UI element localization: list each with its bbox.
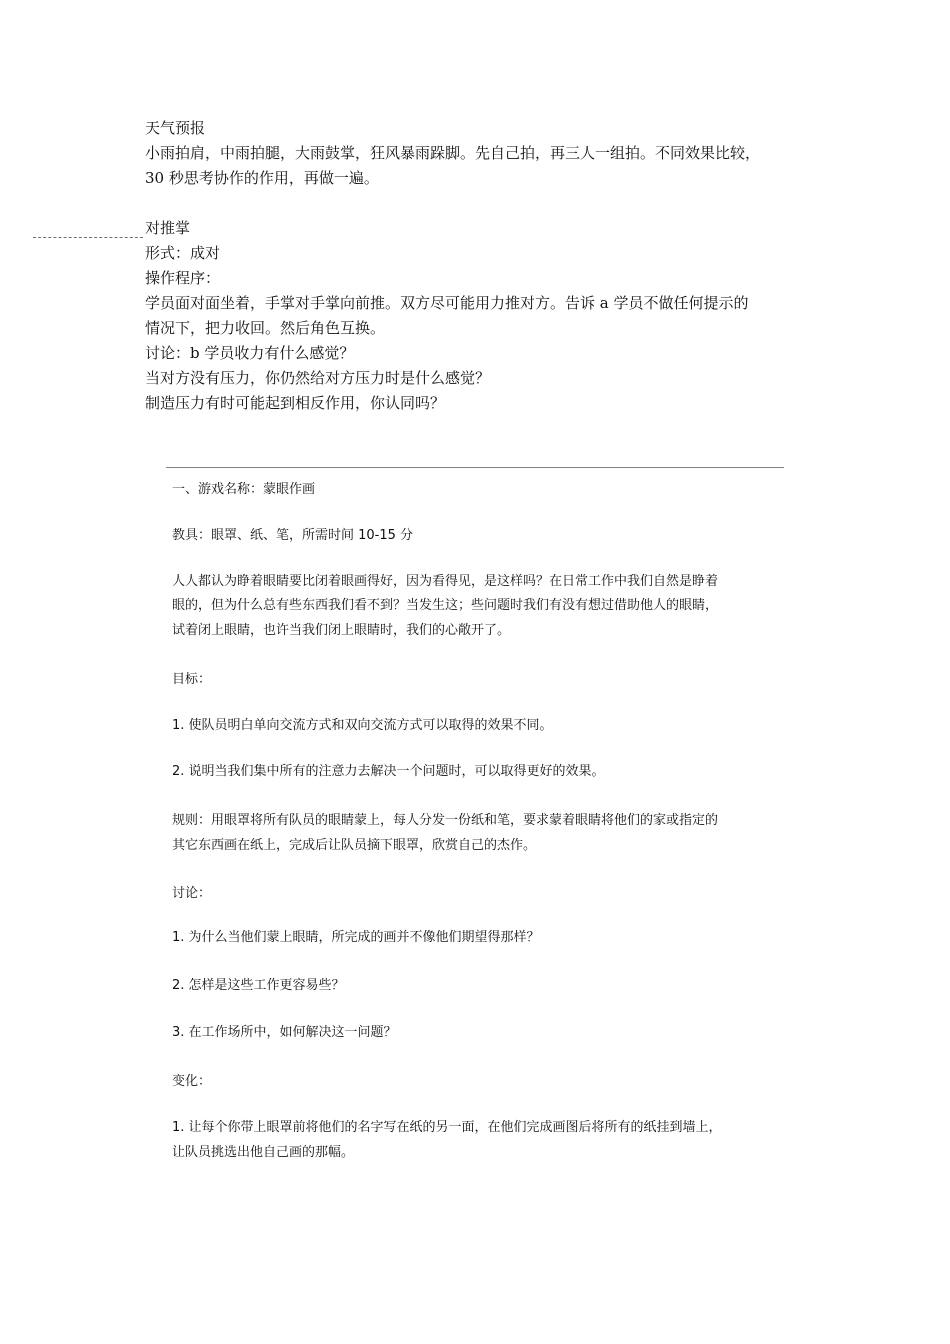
game-question-3-num: 3: [172, 1025, 181, 1040]
push-procedure-line-1: 学员面对面坐着，手掌对手掌向前推。双方尽可能用力推对方。告诉 a 学员不做任何提示的: [145, 294, 749, 312]
game-tools-suffix: 分: [395, 528, 414, 543]
game-goal-2: [172, 760, 605, 784]
game-tools-time: 10-15: [358, 528, 396, 543]
game-tools: [172, 524, 413, 548]
game-goal-2-text: . 说明当我们集中所有的注意力去解决一个问题时，可以取得更好的效果。: [180, 764, 605, 779]
push-title: 对推掌: [145, 219, 191, 237]
push-discussion-1: 讨论：b 学员收力有什么感觉？: [145, 344, 355, 362]
game-question-2: [172, 974, 345, 998]
dashed-mark: [33, 237, 143, 238]
game-goal-1-text: . 使队员明白单向交流方式和双向交流方式可以取得的效果不同。: [180, 718, 553, 733]
push-discussion-3: 制造压力有时可能起到相反作用，你认同吗？: [145, 394, 446, 412]
game-question-2-text: . 怎样是这些工作更容易些？: [180, 978, 345, 993]
game-question-3: [172, 1021, 397, 1045]
game-change-1-text-1: . 让每个你带上眼罩前将他们的名字写在纸的另一面，在他们完成画图后将所有的纸挂到墙上，: [180, 1120, 722, 1135]
game-change-1-line-1: [172, 1116, 722, 1140]
push-discussion-2: 当对方没有压力，你仍然给对方压力时是什么感觉？: [145, 369, 491, 387]
push-form: 形式：成对: [145, 244, 221, 262]
game-goal-1: [172, 714, 553, 738]
weather-title: 天气预报: [145, 119, 206, 137]
push-procedure-label: 操作程序：: [145, 269, 221, 287]
game-question-3-text: . 在工作场所中，如何解决这一问题？: [180, 1025, 397, 1040]
game-name: 一、游戏名称：蒙眼作画: [172, 482, 316, 497]
game-question-1-num: 1: [172, 930, 181, 945]
game-intro-line-2: 眼的，但为什么总有些东西我们看不到？当发生这；些问题时我们有没有想过借助他人的眼睛，: [172, 598, 719, 613]
game-question-1: [172, 926, 540, 950]
game-goal-1-num: 1: [172, 718, 181, 733]
weather-line-1: 小雨拍肩，中雨拍腿，大雨鼓掌，狂风暴雨跺脚。先自己拍，再三人一组拍。不同效果比较，: [145, 144, 761, 162]
section-divider: [166, 467, 784, 468]
game-change-1-num: 1: [172, 1120, 181, 1135]
game-intro-line-1: 人人都认为睁着眼睛要比闭着眼画得好，因为看得见，是这样吗？在日常工作中我们自然是睁着: [172, 574, 719, 589]
top-section: [145, 116, 825, 416]
game-intro-line-3: 试着闭上眼睛，也许当我们闭上眼睛时，我们的心敞开了。: [172, 623, 511, 638]
game-goal-label: 目标：: [172, 672, 212, 687]
game-goal-2-num: 2: [172, 764, 181, 779]
game-question-1-text: . 为什么当他们蒙上眼睛，所完成的画并不像他们期望得那样？: [180, 930, 540, 945]
game-tools-prefix: 教具：眼罩、纸、笔，所需时间: [172, 528, 359, 543]
game-rules-line-2: 其它东西画在纸上，完成后让队员摘下眼罩，欣赏自己的杰作。: [172, 838, 537, 853]
game-change-1-line-2: 让队员挑选出他自己画的那幅。: [172, 1145, 355, 1160]
game-rules-line-1: 规则：用眼罩将所有队员的眼睛蒙上，每人分发一份纸和笔，要求蒙着眼睛将他们的家或指定的: [172, 813, 719, 828]
push-procedure-line-2: 情况下，把力收回。然后角色互换。: [145, 319, 386, 337]
game-question-2-num: 2: [172, 978, 181, 993]
game-change-label: 变化：: [172, 1074, 212, 1089]
weather-line-2: 30 秒思考协作的作用，再做一遍。: [145, 169, 379, 187]
game-discuss-label: 讨论：: [172, 886, 212, 901]
